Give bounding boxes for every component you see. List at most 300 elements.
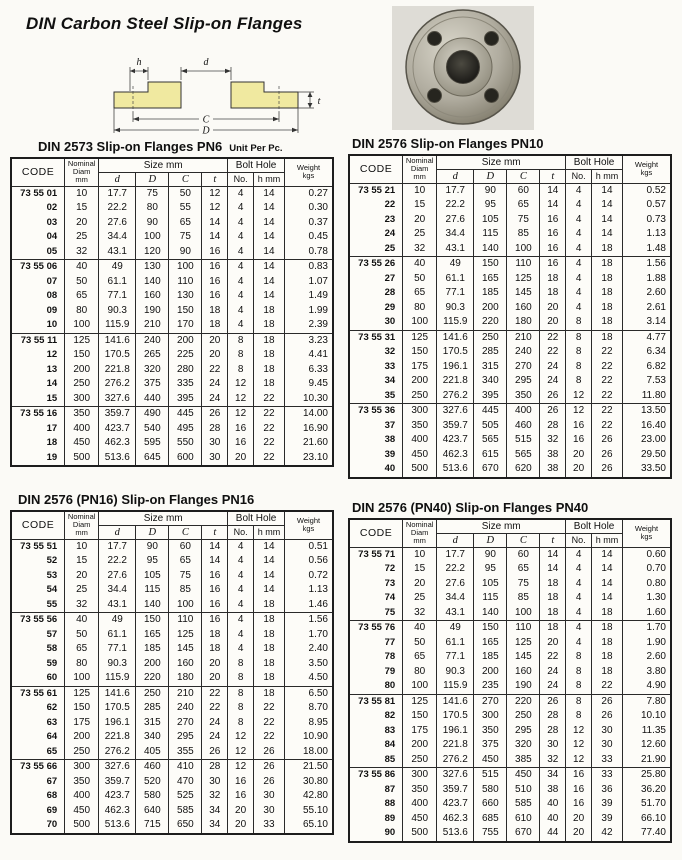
value-cell: 0.56 <box>284 554 333 569</box>
value-cell: 1.48 <box>622 242 671 257</box>
value-cell: 250 <box>136 686 169 701</box>
col-subheader-d: d <box>99 172 136 186</box>
table-row <box>11 245 333 260</box>
value-cell: 17.7 <box>437 183 474 198</box>
value-cell: 22 <box>592 374 623 389</box>
value-cell: 18 <box>592 301 623 316</box>
value-cell: 3.50 <box>284 657 333 672</box>
value-cell: 65 <box>403 286 437 301</box>
value-cell: 355 <box>169 745 202 760</box>
value-cell: 327.6 <box>99 392 136 407</box>
value-cell: 14 <box>202 216 228 231</box>
table-row <box>349 360 671 375</box>
code-cell: 37 <box>349 419 403 434</box>
table-row <box>11 613 333 628</box>
value-cell: 20 <box>202 333 228 348</box>
value-cell: 80 <box>136 201 169 216</box>
value-cell: 250 <box>507 709 540 724</box>
col-header-weight: Weight kgs <box>622 519 671 547</box>
value-cell: 0.52 <box>622 183 671 198</box>
value-cell: 200 <box>169 333 202 348</box>
value-cell: 34.4 <box>437 591 474 606</box>
value-cell: 28 <box>202 760 228 775</box>
value-cell: 450 <box>65 436 99 451</box>
table-row <box>349 389 671 404</box>
value-cell: 150 <box>169 304 202 319</box>
value-cell: 16 <box>202 260 228 275</box>
table-section-pn10 <box>348 136 678 479</box>
value-cell: 240 <box>136 333 169 348</box>
table-row <box>11 201 333 216</box>
table-title-pn10 <box>352 136 678 151</box>
code-cell: 73 55 66 <box>11 760 65 775</box>
value-cell: 80 <box>65 657 99 672</box>
table-row <box>349 272 671 287</box>
value-cell: 22.2 <box>99 201 136 216</box>
value-cell: 8 <box>566 345 592 360</box>
value-cell: 16 <box>228 789 254 804</box>
code-cell: 75 <box>349 606 403 621</box>
table-row <box>349 547 671 562</box>
code-cell: 62 <box>11 701 65 716</box>
value-cell: 30 <box>202 436 228 451</box>
table-row <box>11 289 333 304</box>
value-cell: 295 <box>507 724 540 739</box>
value-cell: 14.00 <box>284 407 333 422</box>
col-subheader-d-cap: D <box>136 525 169 539</box>
code-cell: 73 55 06 <box>11 260 65 275</box>
code-cell: 28 <box>349 286 403 301</box>
col-header-weight: Weight kgs <box>284 511 333 539</box>
value-cell: 505 <box>474 419 507 434</box>
value-cell: 685 <box>474 812 507 827</box>
value-cell: 300 <box>403 768 437 783</box>
code-cell: 35 <box>349 389 403 404</box>
code-cell: 78 <box>349 650 403 665</box>
table-row <box>349 419 671 434</box>
value-cell: 20 <box>228 451 254 467</box>
value-cell: 43.1 <box>437 606 474 621</box>
value-cell: 12 <box>566 738 592 753</box>
value-cell: 18 <box>254 304 285 319</box>
col-subheader-d: d <box>437 533 474 547</box>
code-cell: 73 55 26 <box>349 257 403 272</box>
value-cell: 90.3 <box>437 301 474 316</box>
value-cell: 18 <box>592 242 623 257</box>
table-row <box>11 230 333 245</box>
value-cell: 1.30 <box>622 591 671 606</box>
value-cell: 16 <box>540 227 566 242</box>
table-row <box>349 636 671 651</box>
value-cell: 375 <box>474 738 507 753</box>
value-cell: 500 <box>65 451 99 467</box>
value-cell: 150 <box>403 345 437 360</box>
value-cell: 20 <box>403 577 437 592</box>
value-cell: 51.70 <box>622 797 671 812</box>
value-cell: 150 <box>403 709 437 724</box>
table-row <box>11 775 333 790</box>
value-cell: 130 <box>136 260 169 275</box>
value-cell: 14 <box>592 577 623 592</box>
value-cell: 12 <box>228 392 254 407</box>
value-cell: 18 <box>592 665 623 680</box>
table-row <box>11 583 333 598</box>
value-cell: 26 <box>202 745 228 760</box>
value-cell: 125 <box>65 333 99 348</box>
value-cell: 495 <box>169 422 202 437</box>
value-cell: 12 <box>228 407 254 422</box>
value-cell: 4 <box>228 201 254 216</box>
col-header-code: CODE <box>349 519 403 547</box>
code-cell: 18 <box>11 436 65 451</box>
value-cell: 22 <box>254 392 285 407</box>
value-cell: 16.40 <box>622 419 671 434</box>
value-cell: 385 <box>507 753 540 768</box>
value-cell: 39 <box>592 812 623 827</box>
col-header-code: CODE <box>349 155 403 183</box>
value-cell: 22 <box>592 345 623 360</box>
table-row <box>349 621 671 636</box>
table-row <box>349 606 671 621</box>
value-cell: 12 <box>202 201 228 216</box>
value-cell: 200 <box>136 657 169 672</box>
value-cell: 12.60 <box>622 738 671 753</box>
table-row <box>349 650 671 665</box>
value-cell: 315 <box>136 716 169 731</box>
value-cell: 16 <box>202 275 228 290</box>
value-cell: 140 <box>474 606 507 621</box>
value-cell: 6.50 <box>284 686 333 701</box>
value-cell: 34.4 <box>99 230 136 245</box>
value-cell: 150 <box>136 613 169 628</box>
col-subheader-c: C <box>507 533 540 547</box>
value-cell: 22.2 <box>99 554 136 569</box>
value-cell: 0.73 <box>622 213 671 228</box>
code-cell: 73 55 71 <box>349 547 403 562</box>
value-cell: 105 <box>474 577 507 592</box>
value-cell: 40 <box>540 797 566 812</box>
value-cell: 8 <box>566 374 592 389</box>
value-cell: 150 <box>65 348 99 363</box>
value-cell: 130 <box>169 289 202 304</box>
value-cell: 145 <box>169 642 202 657</box>
value-cell: 6.34 <box>622 345 671 360</box>
value-cell: 25.80 <box>622 768 671 783</box>
value-cell: 22 <box>254 716 285 731</box>
table-row <box>349 448 671 463</box>
code-cell: 23 <box>349 213 403 228</box>
value-cell: 175 <box>403 360 437 375</box>
value-cell: 6.33 <box>284 363 333 378</box>
value-cell: 513.6 <box>437 826 474 842</box>
table-row <box>11 422 333 437</box>
value-cell: 14 <box>592 547 623 562</box>
unit-note: Unit Per Pc. <box>229 143 283 154</box>
value-cell: 22 <box>202 701 228 716</box>
value-cell: 28 <box>202 422 228 437</box>
value-cell: 25 <box>65 583 99 598</box>
code-cell: 68 <box>11 789 65 804</box>
col-header-size-mm: Size mm <box>99 511 228 525</box>
col-subheader-t: t <box>202 172 228 186</box>
value-cell: 160 <box>507 665 540 680</box>
value-cell: 65 <box>65 289 99 304</box>
value-cell: 34 <box>202 818 228 834</box>
code-cell: 54 <box>11 583 65 598</box>
value-cell: 8 <box>228 686 254 701</box>
value-cell: 26 <box>254 745 285 760</box>
code-cell: 63 <box>11 716 65 731</box>
value-cell: 200 <box>65 363 99 378</box>
table-section-pn40 <box>348 500 678 843</box>
code-cell: 73 55 81 <box>349 694 403 709</box>
col-header-size-mm: Size mm <box>437 155 566 169</box>
value-cell: 20 <box>540 636 566 651</box>
code-cell: 73 55 01 <box>11 186 65 201</box>
col-subheader-c: C <box>169 525 202 539</box>
table-row <box>11 598 333 613</box>
value-cell: 170.5 <box>99 348 136 363</box>
code-cell: 15 <box>11 392 65 407</box>
value-cell: 15 <box>65 201 99 216</box>
value-cell: 13.50 <box>622 404 671 419</box>
col-header-nominal-diam: Nominal Diam mm <box>403 155 437 183</box>
value-cell: 0.83 <box>284 260 333 275</box>
value-cell: 4 <box>566 301 592 316</box>
value-cell: 359.7 <box>99 407 136 422</box>
value-cell: 160 <box>169 657 202 672</box>
col-header-weight: Weight kgs <box>622 155 671 183</box>
value-cell: 22 <box>592 679 623 694</box>
value-cell: 15 <box>403 198 437 213</box>
value-cell: 14 <box>202 554 228 569</box>
value-cell: 4 <box>566 606 592 621</box>
code-cell: 82 <box>349 709 403 724</box>
value-cell: 26 <box>202 407 228 422</box>
value-cell: 8 <box>566 650 592 665</box>
value-cell: 24 <box>540 665 566 680</box>
value-cell: 38 <box>540 448 566 463</box>
value-cell: 225 <box>169 348 202 363</box>
value-cell: 20 <box>540 315 566 330</box>
value-cell: 460 <box>136 760 169 775</box>
value-cell: 165 <box>474 636 507 651</box>
value-cell: 60 <box>507 547 540 562</box>
dim-label-h: h <box>136 57 142 68</box>
value-cell: 8 <box>566 665 592 680</box>
value-cell: 20 <box>202 657 228 672</box>
value-cell: 4 <box>566 621 592 636</box>
table-row <box>349 183 671 198</box>
value-cell: 490 <box>136 407 169 422</box>
value-cell: 21.60 <box>284 436 333 451</box>
value-cell: 125 <box>169 628 202 643</box>
value-cell: 350 <box>507 389 540 404</box>
value-cell: 100 <box>65 671 99 686</box>
value-cell: 29.50 <box>622 448 671 463</box>
value-cell: 250 <box>403 389 437 404</box>
value-cell: 22.2 <box>437 562 474 577</box>
value-cell: 150 <box>474 621 507 636</box>
flange-table-pn40 <box>348 518 672 843</box>
value-cell: 61.1 <box>99 628 136 643</box>
value-cell: 0.37 <box>284 216 333 231</box>
table-row <box>349 433 671 448</box>
value-cell: 100 <box>169 598 202 613</box>
value-cell: 77.1 <box>99 289 136 304</box>
col-subheader-h-mm: h mm <box>592 533 623 547</box>
col-header-weight: Weight kgs <box>284 158 333 186</box>
value-cell: 300 <box>474 709 507 724</box>
value-cell: 8 <box>228 363 254 378</box>
code-cell: 77 <box>349 636 403 651</box>
value-cell: 0.27 <box>284 186 333 201</box>
value-cell: 32 <box>65 245 99 260</box>
value-cell: 16 <box>202 569 228 584</box>
value-cell: 43.1 <box>99 598 136 613</box>
value-cell: 1.70 <box>284 628 333 643</box>
value-cell: 95 <box>474 562 507 577</box>
value-cell: 22.2 <box>437 198 474 213</box>
value-cell: 327.6 <box>99 760 136 775</box>
value-cell: 23.00 <box>622 433 671 448</box>
code-cell: 27 <box>349 272 403 287</box>
value-cell: 1.56 <box>622 257 671 272</box>
value-cell: 359.7 <box>99 775 136 790</box>
value-cell: 23.10 <box>284 451 333 467</box>
value-cell: 141.6 <box>437 330 474 345</box>
value-cell: 565 <box>474 433 507 448</box>
value-cell: 460 <box>507 419 540 434</box>
value-cell: 640 <box>136 804 169 819</box>
table-row <box>11 745 333 760</box>
code-cell: 24 <box>349 227 403 242</box>
value-cell: 90 <box>169 245 202 260</box>
value-cell: 17.7 <box>437 547 474 562</box>
value-cell: 27.6 <box>99 216 136 231</box>
value-cell: 270 <box>169 716 202 731</box>
code-cell: 73 55 21 <box>349 183 403 198</box>
table-row <box>349 198 671 213</box>
value-cell: 24 <box>540 374 566 389</box>
code-cell: 55 <box>11 598 65 613</box>
table-row <box>11 260 333 275</box>
value-cell: 221.8 <box>437 374 474 389</box>
value-cell: 16 <box>566 797 592 812</box>
value-cell: 100 <box>507 606 540 621</box>
table-row <box>11 628 333 643</box>
value-cell: 170 <box>169 318 202 333</box>
value-cell: 2.60 <box>622 286 671 301</box>
value-cell: 8 <box>228 348 254 363</box>
value-cell: 40 <box>403 257 437 272</box>
value-cell: 80 <box>403 665 437 680</box>
value-cell: 90.3 <box>99 657 136 672</box>
value-cell: 125 <box>507 272 540 287</box>
value-cell: 16 <box>202 598 228 613</box>
value-cell: 18 <box>540 606 566 621</box>
value-cell: 49 <box>437 621 474 636</box>
value-cell: 196.1 <box>99 716 136 731</box>
value-cell: 6.82 <box>622 360 671 375</box>
value-cell: 220 <box>136 671 169 686</box>
value-cell: 350 <box>65 407 99 422</box>
value-cell: 327.6 <box>437 404 474 419</box>
table-row <box>349 213 671 228</box>
bolt-hole <box>428 32 442 46</box>
value-cell: 18 <box>592 330 623 345</box>
value-cell: 66.10 <box>622 812 671 827</box>
value-cell: 140 <box>136 275 169 290</box>
table-row <box>11 539 333 554</box>
value-cell: 4.41 <box>284 348 333 363</box>
value-cell: 165 <box>136 628 169 643</box>
value-cell: 20 <box>228 804 254 819</box>
value-cell: 1.07 <box>284 275 333 290</box>
value-cell: 18 <box>592 606 623 621</box>
value-cell: 22 <box>592 419 623 434</box>
value-cell: 0.80 <box>622 577 671 592</box>
value-cell: 16 <box>202 245 228 260</box>
flange-photo-image <box>392 6 534 130</box>
value-cell: 22 <box>540 650 566 665</box>
value-cell: 80 <box>65 304 99 319</box>
value-cell: 65.10 <box>284 818 333 834</box>
value-cell: 350 <box>403 419 437 434</box>
col-subheader-c: C <box>507 169 540 183</box>
value-cell: 335 <box>169 377 202 392</box>
value-cell: 235 <box>474 679 507 694</box>
value-cell: 0.72 <box>284 569 333 584</box>
value-cell: 520 <box>136 775 169 790</box>
value-cell: 221.8 <box>99 730 136 745</box>
value-cell: 462.3 <box>99 436 136 451</box>
value-cell: 185 <box>136 642 169 657</box>
col-subheader-d-cap: D <box>136 172 169 186</box>
value-cell: 180 <box>507 315 540 330</box>
value-cell: 4 <box>228 318 254 333</box>
value-cell: 14 <box>254 230 285 245</box>
value-cell: 141.6 <box>437 694 474 709</box>
value-cell: 26 <box>254 760 285 775</box>
value-cell: 77.40 <box>622 826 671 842</box>
value-cell: 525 <box>169 789 202 804</box>
value-cell: 110 <box>169 275 202 290</box>
value-cell: 12 <box>228 745 254 760</box>
value-cell: 61.1 <box>437 636 474 651</box>
code-cell: 72 <box>349 562 403 577</box>
value-cell: 30 <box>202 775 228 790</box>
table-title-pn6 <box>38 139 340 154</box>
value-cell: 125 <box>403 694 437 709</box>
value-cell: 14 <box>254 245 285 260</box>
value-cell: 85 <box>507 227 540 242</box>
value-cell: 60 <box>507 183 540 198</box>
value-cell: 4 <box>228 554 254 569</box>
value-cell: 90 <box>474 183 507 198</box>
value-cell: 196.1 <box>437 360 474 375</box>
value-cell: 15 <box>403 562 437 577</box>
value-cell: 350 <box>65 775 99 790</box>
value-cell: 160 <box>136 289 169 304</box>
code-cell: 73 55 61 <box>11 686 65 701</box>
value-cell: 4 <box>566 257 592 272</box>
flange-bore <box>447 51 480 84</box>
value-cell: 1.90 <box>622 636 671 651</box>
value-cell: 120 <box>136 245 169 260</box>
table-row <box>349 242 671 257</box>
flange-dimension-diagram <box>86 50 326 143</box>
